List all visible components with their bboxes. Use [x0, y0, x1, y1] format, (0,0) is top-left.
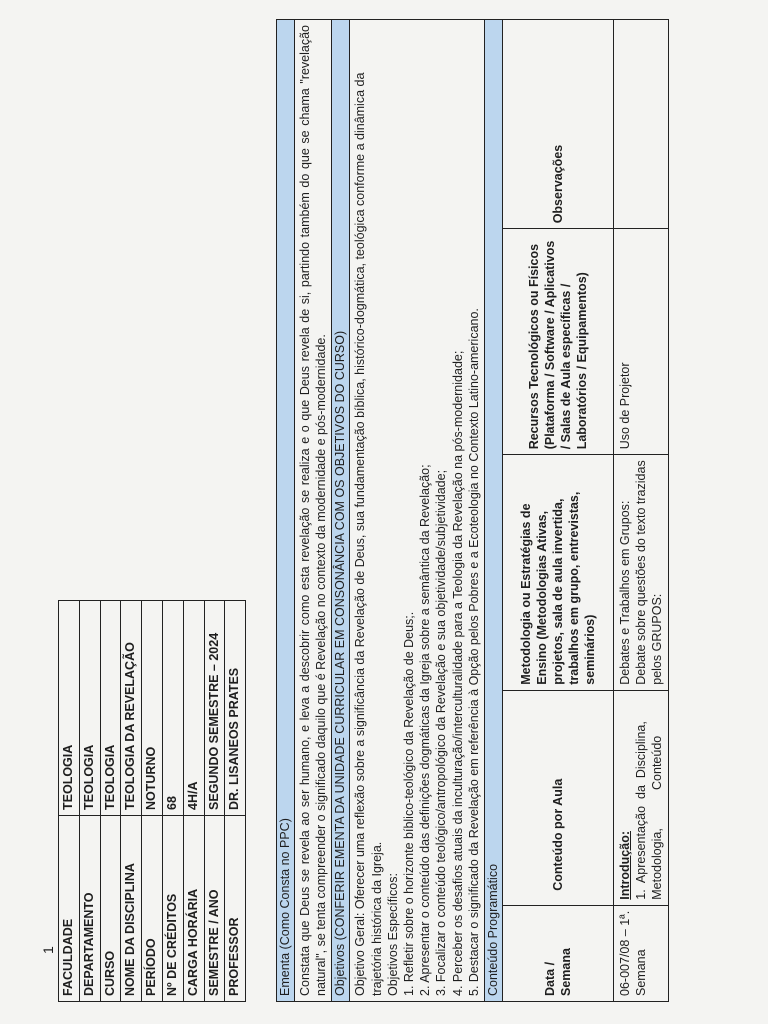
method-line: Debates e Trabalhos em Grupos: [617, 500, 632, 685]
row-resources: Uso de Projetor [613, 229, 668, 455]
info-value: DR. LISANEOS PRATES [225, 601, 246, 816]
row-observations [613, 20, 668, 229]
info-row [183, 601, 204, 1002]
objetivos-text [350, 20, 485, 1002]
info-label: Nº DE CRÉDITOS [162, 816, 183, 1002]
info-value: TEOLOGIA [79, 601, 100, 816]
col-header-metodologia: Metodologia ou Estratégias de Ensino (Metodologias Ativas, projetos, sala de aula invertida, trabalhos em grupo, entrevistas, seminários) [503, 455, 613, 690]
info-label: NOME DA DISCIPLINA [121, 816, 142, 1002]
date-line: 06-007/08 – 1ª. [617, 910, 632, 996]
col-header-data: Data / Semana [503, 905, 613, 1001]
content-line: 1. Apresentação da Disciplina, [633, 721, 648, 900]
objetivo-item: 5. Destacar o significado da Revelação em referência à Opção pelos Pobres e a Ecoteologia no Contexto Latino-americano. [466, 308, 481, 996]
ementa-line: natural", se tenta compreender o significado daquilo que é Revelação no contexto da modernidade e pós-modernidade. [314, 334, 329, 996]
info-value: 68 [162, 601, 183, 816]
method-line: Debate sobre questões do texto trazidas [633, 460, 648, 685]
row-date [613, 905, 668, 1001]
info-value: TEOLOGIA DA REVELAÇÃO [121, 601, 142, 816]
info-row [121, 601, 142, 1002]
course-info-table [58, 600, 246, 1002]
info-label: CURSO [100, 816, 121, 1002]
course-plan-table [276, 19, 669, 1002]
objetivo-item: 2. Apresentar o conteúdo das definições dogmáticas da Igreja sobre a semântica da Revelação; [418, 464, 433, 996]
info-value: NOTURNO [142, 601, 163, 816]
info-label: FACULDADE [59, 816, 80, 1002]
col-header-observacoes: Observações [503, 20, 613, 229]
info-value: 4H/A [183, 601, 204, 816]
content-line: Metodologia, Conteúdo [649, 735, 664, 900]
info-label: DEPARTAMENTO [79, 816, 100, 1002]
content-title: Introdução: [617, 831, 632, 900]
page-number: 1 [40, 946, 56, 954]
info-row [204, 601, 225, 1002]
date-line: Semana [633, 949, 648, 996]
objetivo-geral-line: Objetivo Geral: Oferecer uma reflexão sobre a significância da Revelação de Deus, sua fundamentação bíblica, histórico-dogmática, teológica conforme a dinâmica da [353, 72, 368, 996]
info-value: TEOLOGIA [59, 601, 80, 816]
info-row [142, 601, 163, 1002]
info-row [225, 601, 246, 1002]
col-header-conteudo: Conteúdo por Aula [503, 690, 613, 905]
col-header-recursos: Recursos Tecnológicos ou Físicos (Plataforma / Software / Aplicativos / Salas de Aula específicas / Laboratórios / Equipamentos) [503, 229, 613, 455]
conteudo-header: Conteúdo Programático [485, 20, 503, 1002]
info-label: PERÍODO [142, 816, 163, 1002]
info-label: SEMESTRE / ANO [204, 816, 225, 1002]
info-value: SEGUNDO SEMESTRE – 2024 [204, 601, 225, 816]
objetivos-header: Objetivos (CONFERIR EMENTA DA UNIDADE CURRICULAR EM CONSONÂNCIA COM OS OBJETIVOS DO CURSO) [332, 20, 350, 1002]
info-row [162, 601, 183, 1002]
info-value: TEOLOGIA [100, 601, 121, 816]
row-method [613, 455, 668, 690]
conteudo-cell [503, 20, 669, 1002]
info-label: CARGA HORÁRIA [183, 816, 204, 1002]
ementa-text [295, 20, 332, 1002]
objetivo-item: 1. Refletir sobre o horizonte bíblico-teológico da Revelação de Deus;. [402, 611, 417, 996]
method-line: pelos GRUPOS: [649, 593, 664, 685]
row-content [613, 690, 668, 905]
objetivos-especificos-label: Objetivos Específicos: [385, 873, 400, 996]
conteudo-table [503, 20, 668, 1001]
objetivo-item: 3. Focalizar o conteúdo teológico/antropológico da Revelação e sua objetividade/subjetividade; [434, 469, 449, 996]
ementa-header: Ementa (Como Consta no PPC) [277, 20, 295, 1002]
info-row [59, 601, 80, 1002]
info-label: PROFESSOR [225, 816, 246, 1002]
info-row [79, 601, 100, 1002]
objetivo-geral-line: trajetória histórica da Igreja. [369, 841, 384, 996]
ementa-line: Constata que Deus se revela ao ser humano, e leva a descobrir como esta revelação se realiza e o que Deus revela de si, partindo também do que se chama "revelação [298, 25, 312, 996]
objetivo-item: 4. Perceber os desafios atuais da inculturação/interculturalidade para a Teologia da Revelação na pós-modernidade; [450, 350, 465, 996]
info-row [100, 601, 121, 1002]
